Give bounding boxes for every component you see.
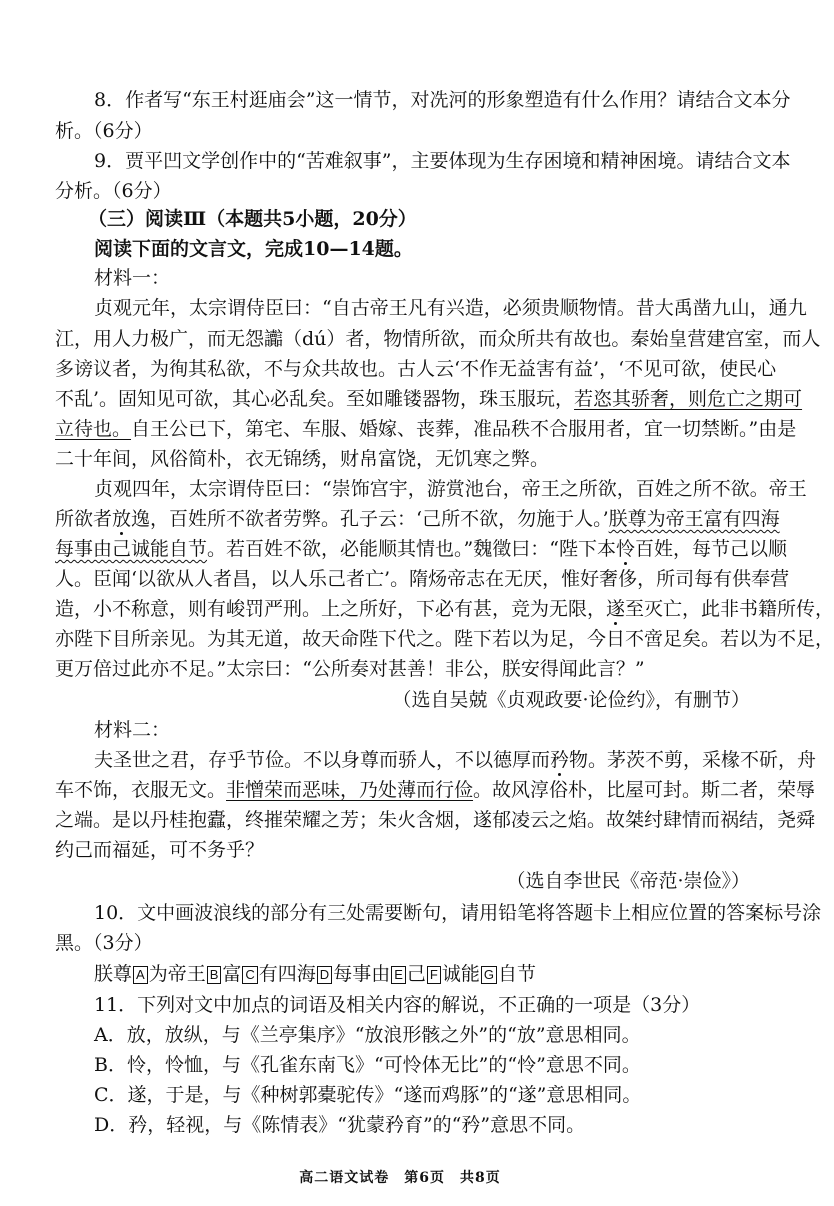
seg-7: 自节 [497, 963, 536, 985]
seg-2: 富 [222, 963, 242, 985]
material1-p2-line2-text-a: 所欲者 [55, 508, 113, 530]
dotted-word-sui: 遂 [606, 598, 626, 620]
material1-p2-line7: 更万倍过此亦不足。”太宗曰：“公所奏对甚善！非公，朕安得闻此言？” [55, 658, 645, 680]
material1-p2-line3-text-a: 。若百姓不欲，必能顺其情也。”魏徵曰：“陛下本 [207, 538, 616, 560]
dotted-word-lian: 怜 [615, 538, 635, 560]
material1-p2-line5-text-b: 至灭亡，此非书籍所传， [625, 598, 834, 620]
material1-p1-line5 [55, 417, 796, 441]
material1-p1-line1: 贞观元年，太宗谓侍臣曰：“自古帝王凡有兴造，必须贵顺物情。昔大禹凿九山，通九 [94, 297, 807, 319]
material1-p2-line2-text-b: 逸，百姓所不欲者劳弊。孔子云：‘己所不欲，勿施于人。’ [131, 508, 609, 530]
material2-line2 [55, 778, 815, 802]
material1-p1-line5-text: 自王公已下，第宅、车服、婚嫁、丧葬，准品秩不合服用者，宜一切禁断。”由是 [131, 418, 797, 440]
seg-1: 为帝王 [148, 963, 206, 985]
material2-line2-text-a: 车不饰，衣服无文。 [55, 779, 227, 801]
underlined-sentence-1-end: 立待也。 [55, 418, 132, 440]
material1-label: 材料一： [94, 267, 171, 289]
material2-line3: 之端。是以丹桂抱蠹，终摧荣耀之芳；朱火含烟，遂郁凌云之焰。故桀纣肆情而祸结，尧舜 [55, 809, 816, 831]
material1-p2-line2 [55, 507, 780, 531]
material1-p2-line3-text-b: 百姓，每节己以顺 [634, 538, 787, 560]
seg-0: 朕尊 [94, 963, 133, 985]
material2-label: 材料二： [94, 719, 171, 741]
material2-line4: 约己而福延，可不务乎？ [55, 839, 265, 861]
q8-line-1: 8．作者写“东王村逛庙会”这一情节，对冼河的形象塑造有什么作用？请结合文本分 [94, 89, 791, 111]
material2-line1 [94, 748, 816, 772]
q10-line-1: 10．文中画波浪线的部分有三处需要断句，请用铅笔将答题卡上相应位置的答案标号涂 [94, 902, 822, 924]
underlined-sentence-2: 非憎荣而恶味，乃处薄而行俭 [226, 779, 474, 801]
wavy-line-part-2: 每事由己诚能自节 [55, 538, 208, 560]
material1-p1-line4-text: 不乱’。固知见可欲，其心必乱矣。至如雕镂器物，珠玉服玩， [55, 388, 575, 410]
underlined-sentence-1: 若恣其骄奢，则危亡之期可 [574, 388, 803, 410]
section-title: （三）阅读Ⅲ（本题共5小题，20分） [88, 208, 417, 230]
answer-mark-g[interactable]: G [481, 966, 497, 984]
material1-p2-line1: 贞观四年，太宗谓侍臣曰：“崇饰宫宇，游赏池台，帝王之所欲，百姓之所不欲。帝王 [94, 478, 807, 500]
dotted-word-fang: 放 [112, 508, 132, 530]
wavy-line-part-1: 朕尊为帝王富有四海 [608, 508, 780, 530]
material2-line1-text-b: 物。茅茨不剪，采椽不斫，舟 [569, 749, 817, 771]
material1-p1-line6: 二十年间，风俗简朴，衣无锦绣，财帛富饶，无饥寒之弊。 [55, 448, 550, 470]
q10-line-2: 黑。（3分） [55, 932, 153, 954]
q11-option-d[interactable]: D．矜，轻视，与《陈情表》“犹蒙矜育”的“矜”意思不同。 [94, 1114, 586, 1136]
q9-line-1: 9．贾平凹文学创作中的“苦难叙事”，主要体现为生存困境和精神困境。请结合文本 [94, 150, 791, 172]
answer-mark-a[interactable]: A [133, 966, 148, 984]
q11-option-a[interactable]: A．放，放纵，与《兰亭集序》“放浪形骸之外”的“放”意思相同。 [94, 1024, 641, 1046]
seg-4: 每事由 [333, 963, 391, 985]
q11-option-c[interactable]: C．遂，于是，与《种树郭橐驼传》“遂而鸡豚”的“遂”意思相同。 [94, 1084, 642, 1106]
material2-line2-text-b: 。故风淳俗朴，比屋可封。斯二者，荣辱 [473, 779, 816, 801]
material1-p2-line6: 亦陛下目所亲见。为其无道，故天命陛下代之。陛下若以为足，今日不啻足矣。若以为不足， [55, 628, 834, 650]
material1-p2-line4: 人。臣闻‘以欲从人者昌，以人乐己者亡’。隋炀帝志在无厌，惟好奢侈，所司每有供奉营 [55, 568, 790, 590]
seg-3: 有四海 [258, 963, 316, 985]
reading-instruction: 阅读下面的文言文，完成10—14题。 [94, 238, 413, 260]
material1-p1-line3: 多谤议者，为徇其私欲，不与众共故也。古人云‘不作无益害有益’，‘不见可欲，使民心 [55, 358, 777, 380]
answer-mark-f[interactable]: F [427, 966, 441, 984]
material1-p2-line5-text-a: 造，小不称意，则有峻罚严刑。上之所好，下必有甚，竞为无限， [55, 598, 607, 620]
seg-5: 己 [406, 963, 426, 985]
page-footer: 高二语文试卷 第6页 共8页 [299, 1170, 501, 1186]
answer-mark-e[interactable]: E [391, 966, 406, 984]
material2-source: （选自李世民《帝范·崇俭》） [506, 870, 750, 892]
q10-answer-options [94, 962, 536, 986]
q11-stem: 11．下列对文中加点的词语及相关内容的解说，不正确的一项是（3分） [94, 994, 701, 1016]
material1-p1-line2: 江，用人力极广，而无怨讟（dú）者，物情所欲，而众所共有故也。秦始皇营建宫室，而人 [55, 328, 821, 350]
material2-line1-text-a: 夫圣世之君，存乎节俭。不以身尊而骄人，不以德厚而 [94, 749, 551, 771]
seg-6: 诚能 [441, 963, 480, 985]
dotted-word-jin: 矜 [550, 749, 570, 771]
material1-p2-line5 [55, 597, 834, 621]
material1-source: （选自吴兢《贞观政要·论俭约》，有删节） [392, 689, 750, 711]
material1-p2-line3 [55, 537, 787, 561]
q8-line-2: 析。（6分） [55, 120, 153, 142]
q11-option-b[interactable]: B．怜，怜恤，与《孔雀东南飞》“可怜体无比”的“怜”意思不同。 [94, 1054, 641, 1076]
material1-p1-line4 [55, 387, 802, 411]
answer-mark-b[interactable]: B [207, 966, 222, 984]
answer-mark-d[interactable]: D [317, 966, 332, 984]
q9-line-2: 分析。（6分） [55, 180, 172, 202]
answer-mark-c[interactable]: C [242, 966, 257, 984]
